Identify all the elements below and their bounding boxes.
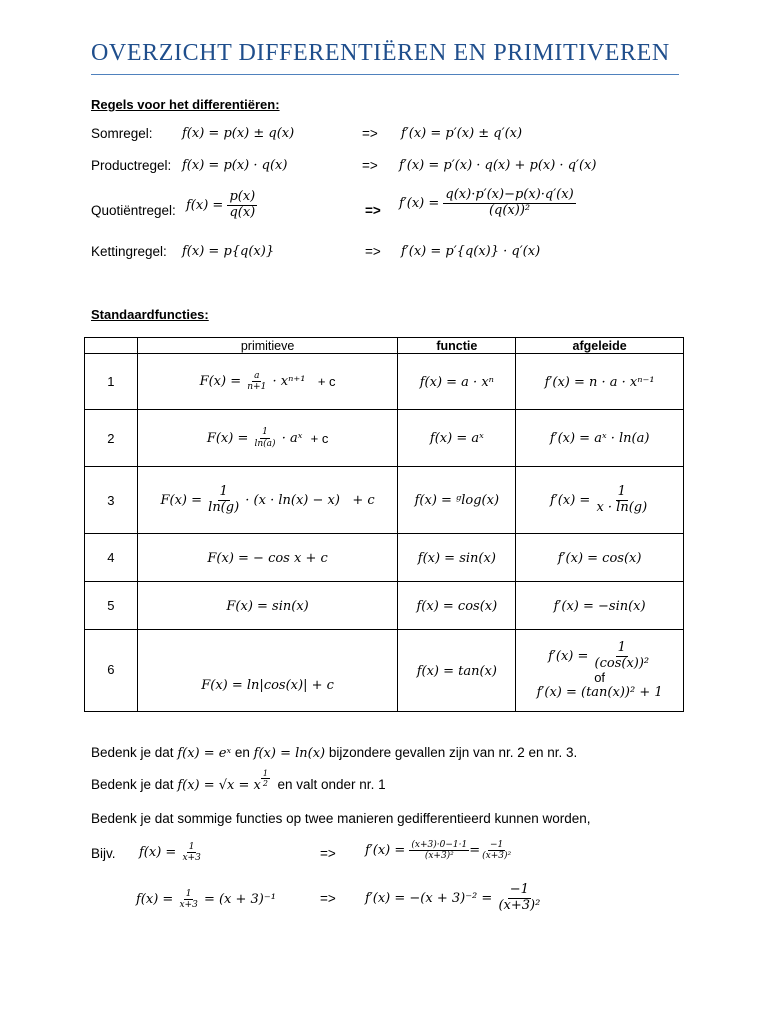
- header-primitive: primitieve: [137, 338, 398, 354]
- derivative-cell: f′(x) = cos(x): [516, 534, 684, 582]
- function-cell: f(x) = sin(x): [398, 534, 516, 582]
- example2-function: f(x) = $\frac{1}{x+3}$ = (x + 3)⁻¹: [136, 889, 276, 911]
- standard-heading: Standaardfuncties:: [91, 307, 209, 322]
- primitive-cell: F(x) = − cos x + c: [137, 534, 398, 582]
- example2-arrow: =>: [320, 891, 336, 906]
- note-two-ways: Bedenk je dat sommige functies op twee manieren gedifferentieerd kunnen worden,: [91, 811, 591, 826]
- quotient-rule-derivative: f′(x) = $\frac{q(x)\cdot p'(x)-p(x)\cdot q'(x)}{\text{(q(x))²}}$: [399, 187, 574, 218]
- function-cell: f(x) = a · xⁿ: [398, 354, 516, 410]
- function-cell: f(x) = aˣ: [398, 410, 516, 467]
- table-row: [85, 467, 684, 534]
- row-number: 4: [85, 534, 138, 582]
- function-cell: f(x) = cos(x): [398, 582, 516, 630]
- title-underline: [91, 74, 679, 75]
- sum-rule-arrow: =>: [362, 126, 378, 141]
- standard-functions-table: [84, 337, 684, 712]
- derivative-cell: f′(x) = $\frac{1}{x \cdot \ln(g)}$: [516, 467, 684, 534]
- row-number: 1: [85, 354, 138, 410]
- note-square-root: Bedenk je dat f(x) = √x = x $\frac{1}{2}$ en valt onder nr. 1: [91, 769, 386, 793]
- derivative-cell: f′(x) = −sin(x): [516, 582, 684, 630]
- example-label: Bijv.: [91, 846, 116, 861]
- example2-derivative: f′(x) = −(x + 3)⁻² = $\frac{-1}{\text{(x+3)²}}$: [365, 882, 541, 913]
- sum-rule-function: f(x) = p(x) ± q(x): [182, 126, 295, 141]
- primitive-cell: F(x) = ln|cos(x)| + c: [137, 630, 398, 712]
- quotient-rule-label: Quotiëntregel:: [91, 203, 176, 218]
- note-special-cases: Bedenk je dat f(x) = eˣ en f(x) = ln(x) bijzondere gevallen zijn van nr. 2 en nr. 3.: [91, 745, 578, 761]
- product-rule-label: Productregel:: [91, 158, 172, 173]
- function-cell: f(x) = tan(x): [398, 630, 516, 712]
- table-row: [85, 354, 684, 410]
- derivative-cell: f′(x) = n · a · xⁿ⁻¹: [516, 354, 684, 410]
- table-row: [85, 582, 684, 630]
- header-function: functie: [398, 338, 516, 354]
- example1-derivative: f′(x) = $\frac{(x+3)\cdot 0-1\cdot 1}{\text{(x+3)²}}$ = $\frac{-1}{\text{(x+3)²}}$: [365, 840, 512, 862]
- table-row: [85, 410, 684, 467]
- quotient-rule-arrow: =>: [365, 203, 381, 218]
- sum-rule-derivative: f′(x) = p′(x) ± q′(x): [401, 126, 523, 141]
- page-title: OVERZICHT DIFFERENTIËREN EN PRIMITIVEREN: [91, 40, 670, 66]
- primitive-cell: F(x) = $\frac{1}{\ln(a)}$ · aˣ + c: [137, 410, 398, 467]
- row-number: 2: [85, 410, 138, 467]
- chain-rule-function: f(x) = p{q(x)}: [182, 244, 275, 259]
- product-rule-derivative: f′(x) = p′(x) · q(x) + p(x) · q′(x): [399, 158, 597, 173]
- sum-rule-label: Somregel:: [91, 126, 153, 141]
- primitive-cell: F(x) = sin(x): [137, 582, 398, 630]
- rules-heading: Regels voor het differentiëren:: [91, 97, 280, 112]
- function-cell: f(x) = ᵍlog(x): [398, 467, 516, 534]
- derivative-cell: f′(x) = aˣ · ln(a): [516, 410, 684, 467]
- chain-rule-arrow: =>: [365, 244, 381, 259]
- row-number: 5: [85, 582, 138, 630]
- product-rule-function: f(x) = p(x) · q(x): [182, 158, 288, 173]
- table-row: [85, 630, 684, 712]
- header-number: [85, 338, 138, 354]
- row-number: 6: [85, 630, 138, 712]
- primitive-cell: F(x) = $\frac{1}{\ln(g)}$ · (x · ln(x) − x) + c: [137, 467, 398, 534]
- derivative-cell: f′(x) = $\frac{1}{\text{(cos(x))²}}$ of f′(x) = (tan(x))² + 1: [516, 630, 684, 712]
- quotient-rule-function: f(x) = $\frac{p(x)}{q(x)}$: [186, 189, 256, 220]
- example1-arrow: =>: [320, 846, 336, 861]
- table-row: [85, 534, 684, 582]
- example1-function: f(x) = $\frac{1}{x+3}$: [139, 842, 201, 864]
- row-number: 3: [85, 467, 138, 534]
- header-derivative: afgeleide: [516, 338, 684, 354]
- chain-rule-label: Kettingregel:: [91, 244, 167, 259]
- product-rule-arrow: =>: [362, 158, 378, 173]
- chain-rule-derivative: f′(x) = p′{q(x)} · q′(x): [401, 244, 541, 259]
- table-header-row: [85, 338, 684, 354]
- primitive-cell: F(x) = $\frac{a}{n+1}$ · xⁿ⁺¹ + c: [137, 354, 398, 410]
